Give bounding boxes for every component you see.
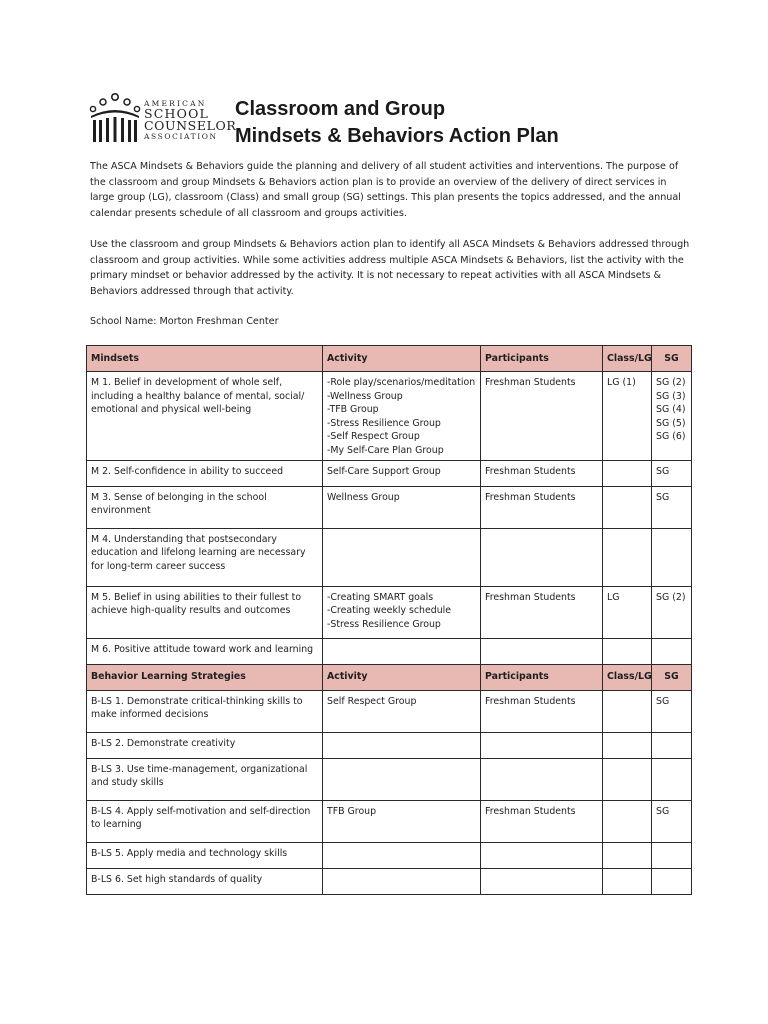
table-row [87,460,692,486]
class-lg-cell [603,486,652,528]
mindsets-header-row [87,346,692,372]
class-lg-cell [603,638,652,664]
row-label: B-LS 6. Set high standards of quality [91,873,263,885]
activity-item: -Creating SMART goals [327,591,434,603]
logo-line-2: SCHOOL [144,106,210,121]
activity-item: -Wellness Group [327,390,403,402]
sg-cell [652,758,692,800]
activity-cell [323,372,481,461]
header-class-lg: Class/LG [603,664,652,690]
participants-cell [481,460,603,486]
class-lg-cell [603,460,652,486]
sg-value: SG [656,695,670,707]
row-label-cell [87,586,323,638]
activity-item: Self-Care Support Group [327,465,441,477]
activity-cell [323,486,481,528]
activity-cell [323,842,481,868]
class-lg-cell [603,690,652,732]
participants-cell [481,690,603,732]
title-line-2: Mindsets & Behaviors Action Plan [235,125,559,147]
sg-cell [652,586,692,638]
row-label: M 6. Positive attitude toward work and learning [91,643,314,655]
header-activity: Activity [323,346,481,372]
table-row [87,800,692,842]
activity-item: -My Self-Care Plan Group [327,444,444,456]
participants-cell [481,372,603,461]
header-sg: SG [652,346,692,372]
participants-cell [481,732,603,758]
header-mindsets: Mindsets [87,346,323,372]
header-activity: Activity [323,664,481,690]
table-row [87,372,692,461]
participants-cell [481,586,603,638]
sg-cell [652,868,692,894]
activity-cell [323,460,481,486]
sg-value: SG (2) [656,377,686,388]
table-row [87,690,692,732]
action-plan-table [86,345,692,895]
asca-logo-text [144,99,237,141]
class-lg-cell [603,842,652,868]
activity-cell [323,732,481,758]
page-title [235,96,559,150]
activity-cell [323,586,481,638]
row-label-cell [87,638,323,664]
sg-value: SG (3) [656,390,686,402]
row-label-cell [87,758,323,800]
row-label: B-LS 1. Demonstrate critical-thinking skills to make informed decisions [91,695,303,721]
row-label: M 2. Self-confidence in ability to succeed [91,465,284,477]
participants-cell [481,486,603,528]
table-row [87,842,692,868]
sg-value: SG (4) [656,404,686,416]
class-lg-value: LG [607,591,620,603]
row-label: B-LS 3. Use time-management, organizational and study skills [91,763,308,789]
header-class-lg: Class/LG [603,346,652,372]
activity-cell [323,528,481,586]
table-row [87,638,692,664]
sg-cell [652,732,692,758]
class-lg-cell [603,586,652,638]
participants-value: Freshman Students [485,695,576,707]
class-lg-cell [603,732,652,758]
logo-line-4: ASSOCIATION [144,132,218,141]
sg-cell [652,690,692,732]
row-label-cell [87,842,323,868]
activity-cell [323,800,481,842]
activity-cell [323,868,481,894]
row-label-cell [87,690,323,732]
activity-item: TFB Group [327,805,377,817]
participants-cell [481,758,603,800]
row-label: M 5. Belief in using abilities to their fullest to achieve high-quality results and outcomes [91,591,302,617]
header-participants: Participants [481,664,603,690]
sg-cell [652,460,692,486]
participants-value: Freshman Students [485,491,576,503]
row-label-cell [87,486,323,528]
sg-cell [652,638,692,664]
participants-cell [481,842,603,868]
sg-value: SG [656,805,670,817]
action-plan-table-body [87,346,692,895]
activity-item: -Role play/scenarios/meditation [327,377,476,388]
row-label-cell [87,868,323,894]
participants-cell [481,528,603,586]
row-label: M 3. Sense of belonging in the school environment [91,491,267,517]
activity-item: -TFB Group [327,404,379,416]
row-label-cell [87,372,323,461]
class-lg-cell [603,800,652,842]
row-label-cell [87,732,323,758]
row-label-cell [87,460,323,486]
sg-cell [652,372,692,461]
intro-text [90,159,690,299]
row-label: M 4. Understanding that postsecondary education and lifelong learning are necessary for long-term career success [91,533,306,572]
class-lg-value: LG (1) [607,377,636,388]
sg-value: SG [656,491,670,503]
sg-cell [652,528,692,586]
header-sg: SG [652,664,692,690]
intro-paragraph-1: The ASCA Mindsets & Behaviors guide the planning and delivery of all student activities and interventions. The purpose of the classroom and group Mindsets & Behaviors action plan is to provide an overview of the delivery of direct services in large group (LG), classroom (Class) and small group (SG) settings. This plan presents the topics addressed, and the annual calendar presents schedule of all classroom and groups activities. [90,161,681,219]
participants-value: Freshman Students [485,591,576,603]
sg-value: SG (2) [656,591,686,603]
class-lg-cell [603,758,652,800]
sg-value: SG (5) [656,417,686,429]
class-lg-cell [603,868,652,894]
sg-cell [652,800,692,842]
activity-cell [323,638,481,664]
asca-logo [88,92,237,150]
activity-item: -Creating weekly schedule [327,605,452,617]
participants-cell [481,638,603,664]
table-row [87,868,692,894]
sg-value: SG (6) [656,431,686,443]
activity-item: Self Respect Group [327,695,417,707]
header [88,92,708,152]
class-lg-cell [603,528,652,586]
title-line-1: Classroom and Group [235,98,446,120]
table-row [87,758,692,800]
participants-value: Freshman Students [485,377,576,388]
activity-cell [323,690,481,732]
asca-logo-mark-icon [88,92,142,148]
intro-paragraph-2: Use the classroom and group Mindsets & Behaviors action plan to identify all ASCA Mindsets & Behaviors addressed through classroom and group activities. While some activities address multiple ASCA Mindsets & Behaviors, list the activity with the primary mindset or behavior addressed by the activity. It is not necessary to repeat activities with all ASCA Mindsets & Behaviors addressed through that activity. [90,238,690,297]
activity-item: Wellness Group [327,491,400,503]
activity-cell [323,758,481,800]
logo-line-3: COUNSELOR [144,118,237,133]
class-lg-cell [603,372,652,461]
participants-value: Freshman Students [485,805,576,817]
header-behavior-learning-strategies: Behavior Learning Strategies [87,664,323,690]
activity-item: -Self Respect Group [327,431,420,443]
row-label: B-LS 4. Apply self-motivation and self-direction to learning [91,805,311,831]
logo-line-1: AMERICAN [144,99,207,108]
row-label: B-LS 5. Apply media and technology skills [91,847,288,859]
behavior-header-row [87,664,692,690]
row-label-cell [87,800,323,842]
header-participants: Participants [481,346,603,372]
sg-value: SG [656,465,670,477]
activity-item: -Stress Resilience Group [327,618,441,630]
activity-item: -Stress Resilience Group [327,417,441,429]
row-label: M 1. Belief in development of whole self, including a healthy balance of mental, social/ emotional and physical well-being [91,377,305,416]
sg-cell [652,486,692,528]
row-label-cell [87,528,323,586]
sg-cell [652,842,692,868]
participants-cell [481,868,603,894]
school-name: School Name: Morton Freshman Center [90,316,279,327]
table-row [87,528,692,586]
participants-value: Freshman Students [485,465,576,477]
table-row [87,586,692,638]
table-row [87,732,692,758]
participants-cell [481,800,603,842]
table-row [87,486,692,528]
row-label: B-LS 2. Demonstrate creativity [91,737,236,749]
